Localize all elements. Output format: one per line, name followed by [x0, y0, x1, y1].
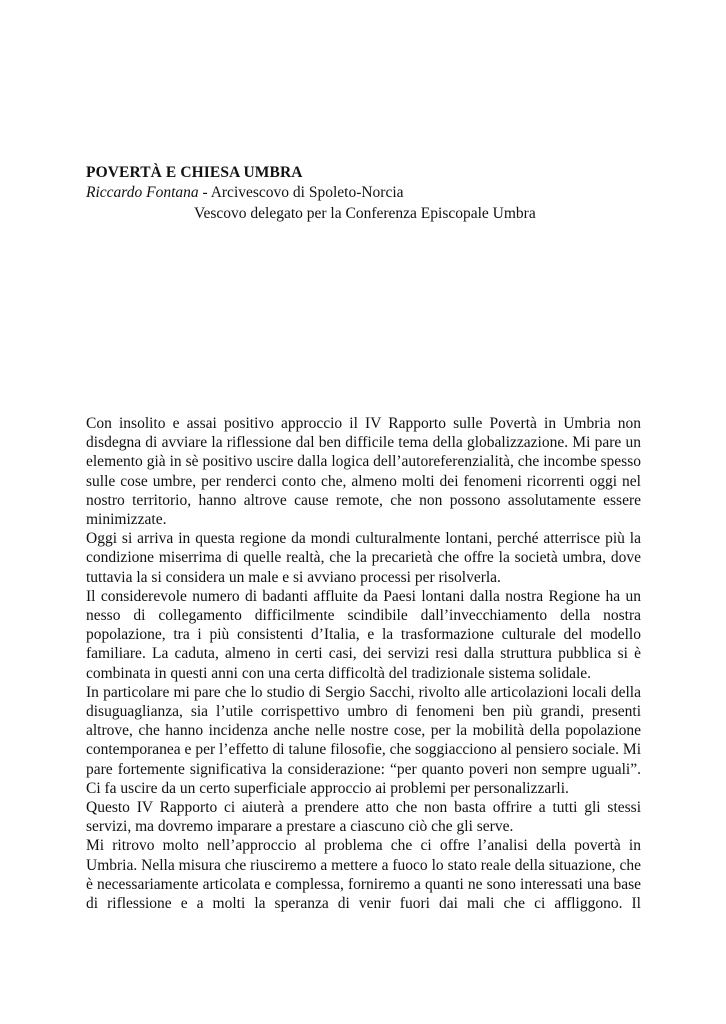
author-line: [86, 183, 404, 203]
paragraph-5: Questo IV Rapporto ci aiuterà a prendere atto che non basta offrire a tutti gli stessi servizi, ma dovremo imparare a prestare a ciascuno ciò che gli serve.: [86, 799, 641, 836]
article-body: [86, 414, 641, 913]
paragraph-4: In particolare mi pare che lo studio di Sergio Sacchi, rivolto alle articolazioni locali della disuguaglianza, sia l’utile corrispettivo umbro di fenomeni ben più grandi, presenti altrove, che hanno incidenza anche nelle nostre cose, per la mobilità della popolazione contemporanea e per l’effetto di talune filosofie, che soggiacciono al pensiero sociale. Mi pare fortemente significativa la considerazione: “per quanto poveri non sempre uguali”. Ci fa uscire da un certo superficiale approccio ai problemi per personalizzarli.: [86, 683, 641, 797]
paragraph-3: Il considerevole numero di badanti affluite da Paesi lontani dalla nostra Regione ha un nesso di collegamento difficilmente scindibile dall’invecchiamento della nostra popolazione, tra i più consistenti d’Italia, e la trasformazione culturale del modello familiare. La caduta, almeno in certi casi, dei servizi resi dalla struttura pubblica si è combinata in questi anni con una certa difficoltà del tradizionale sistema solidale.: [86, 587, 641, 682]
author-role-secondary: Vescovo delegato per la Conferenza Episcopale Umbra: [194, 205, 536, 222]
paragraph-1: Con insolito e assai positivo approccio il IV Rapporto sulle Povertà in Umbria non disdegna di avviare la riflessione dal ben difficile tema della globalizzazione. Mi pare un elemento già in sè positivo uscire dalla logica dell’autoreferenzialità, che incombe spesso sulle cose umbre, per renderci conto che, almeno molti dei fenomeni ricorrenti oggi nel nostro territorio, hanno altrove cause remote, che non possono assolutamente essere minimizzate.: [86, 415, 641, 529]
author-role-primary: Arcivescovo di Spoleto-Norcia: [210, 184, 404, 201]
author-name: Riccardo Fontana: [86, 184, 199, 201]
paragraph-2: Oggi si arriva in questa regione da mondi culturalmente lontani, perché atterrisce più la condizione miserrima di quelle realtà, che la precarietà che offre la società umbra, dove tuttavia la si considera un male e si avviano processi per risolverla.: [86, 530, 641, 586]
author-separator: -: [198, 184, 211, 201]
document-title: POVERTÀ E CHIESA UMBRA: [86, 164, 303, 181]
paragraph-6: Mi ritrovo molto nell’approccio al problema che ci offre l’analisi della povertà in Umbria. Nella misura che riusciremo a mettere a fuoco lo stato reale della situazione, che è necessariamente articolata e complessa, forniremo a quanti ne sono interessati una base di riflessione e a molti la speranza di venir fuori dai mali che ci affliggono. Il: [86, 837, 641, 913]
